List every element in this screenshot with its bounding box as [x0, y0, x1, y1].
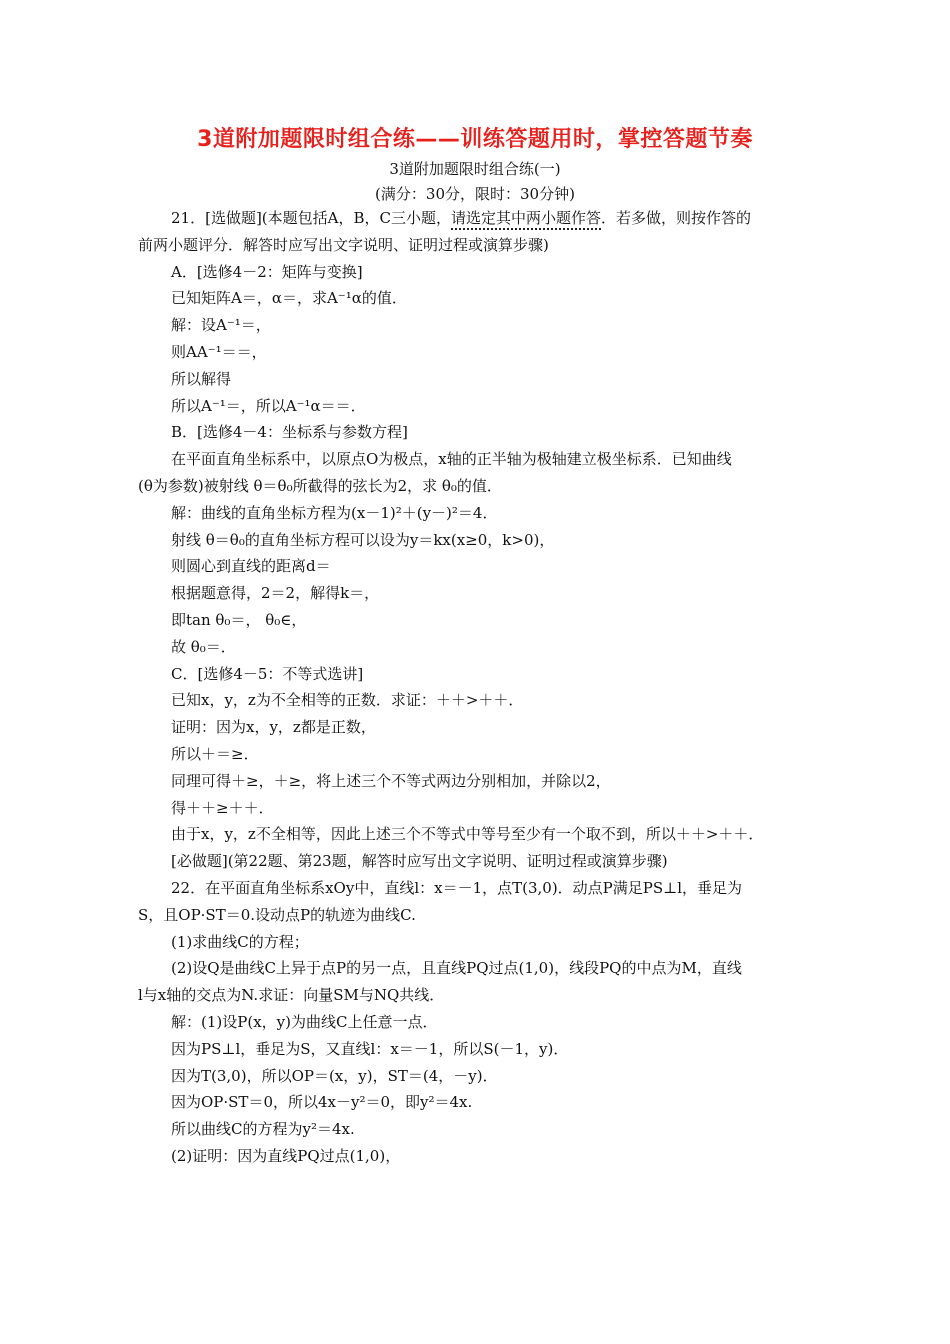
text-line: 则圆心到直线的距离d＝ — [171, 557, 331, 576]
text-line: B．[选修4－4：坐标系与参数方程] — [171, 423, 408, 442]
document-body — [138, 205, 818, 1170]
text-line: 所以A⁻¹＝，所以A⁻¹α＝＝． — [171, 396, 366, 415]
text-line: 解：设A⁻¹＝， — [171, 316, 271, 335]
text-line: 已知x，y，z为不全相等的正数．求证：＋＋>＋＋． — [171, 691, 524, 710]
text-line: 已知矩阵A＝，α＝，求A⁻¹α的值． — [171, 289, 407, 308]
text-line: 所以解得 — [171, 369, 232, 388]
text-line: 因为PS⊥l，垂足为S，又直线l：x＝－1，所以S(－1，y)． — [171, 1039, 569, 1058]
text-line: 因为T(3,0)，所以OP＝(x，y)，ST＝(4，－y)． — [171, 1066, 498, 1085]
text-line: 得＋＋≥＋＋． — [171, 798, 274, 817]
text-line: 21．[选做题](本题包括A，B，C三小题，请选定其中两小题作答．若多做，则按作答的 — [138, 205, 818, 232]
text-line: A．[选修4－2：矩阵与变换] — [171, 262, 363, 281]
text-line: S，且OP·ST＝0.设动点P的轨迹为曲线C. — [138, 905, 416, 924]
text-line: (2)设Q是曲线C上异于点P的另一点，且直线PQ过点(1,0)，线段PQ的中点为M，直线 — [171, 959, 742, 978]
text-line: (2)证明：因为直线PQ过点(1,0)， — [171, 1146, 401, 1165]
text-line: 证明：因为x，y，z都是正数， — [171, 718, 376, 737]
text-line: 由于x，y，z不全相等，因此上述三个不等式中等号至少有一个取不到，所以＋＋>＋＋． — [171, 825, 764, 844]
text-line: (θ为参数)被射线 θ＝θ₀所截得的弦长为2，求 θ₀的值． — [138, 476, 502, 495]
text-line: 根据题意得，2＝2，解得k＝， — [171, 584, 380, 603]
text-line: 在平面直角坐标系中，以原点O为极点，x轴的正半轴为极轴建立极坐标系．已知曲线 — [171, 450, 732, 469]
text-line: 因为OP·ST＝0，所以4x－y²＝0，即y²＝4x. — [171, 1093, 473, 1112]
text-line: 解：(1)设P(x，y)为曲线C上任意一点． — [171, 1012, 438, 1031]
text-line: [必做题](第22题、第23题，解答时应写出文字说明、证明过程或演算步骤) — [171, 852, 668, 871]
text-line: 同理可得＋≥，＋≥，将上述三个不等式两边分别相加，并除以2， — [171, 771, 611, 790]
score-time-limit: (满分：30分，限时：30分钟) — [375, 185, 575, 203]
text-line: 射线 θ＝θ₀的直角坐标方程可以设为y＝kx(x≥0，k>0)， — [171, 530, 555, 549]
text-line: 所以曲线C的方程为y²＝4x. — [171, 1120, 355, 1139]
text-line: 则AA⁻¹＝＝， — [171, 342, 267, 361]
section-subtitle: 3道附加题限时组合练(一) — [389, 160, 561, 178]
text-line: 前两小题评分．解答时应写出文字说明、证明过程或演算步骤) — [138, 235, 549, 254]
text-line: C．[选修4－5：不等式选讲] — [171, 664, 364, 683]
emphasis-dotted: 请选定其中两小题作答 — [451, 209, 601, 230]
text-line: 即tan θ₀＝， θ₀∈， — [171, 610, 307, 629]
document-title: 3道附加题限时组合练——训练答题用时，掌控答题节奏 — [197, 127, 753, 152]
text-line: 所以＋＝≥． — [171, 744, 259, 763]
text-line: l与x轴的交点为N.求证：向量SM与NQ共线． — [138, 986, 445, 1005]
text-line: 22．在平面直角坐标系xOy中，直线l：x＝－1，点T(3,0)．动点P满足PS⊥l，垂足为 — [171, 878, 743, 897]
text-line: (1)求曲线C的方程； — [171, 932, 309, 951]
text-line: 解：曲线的直角坐标方程为(x－1)²＋(y－)²＝4． — [171, 503, 498, 522]
text-line: 故 θ₀＝． — [171, 637, 236, 656]
